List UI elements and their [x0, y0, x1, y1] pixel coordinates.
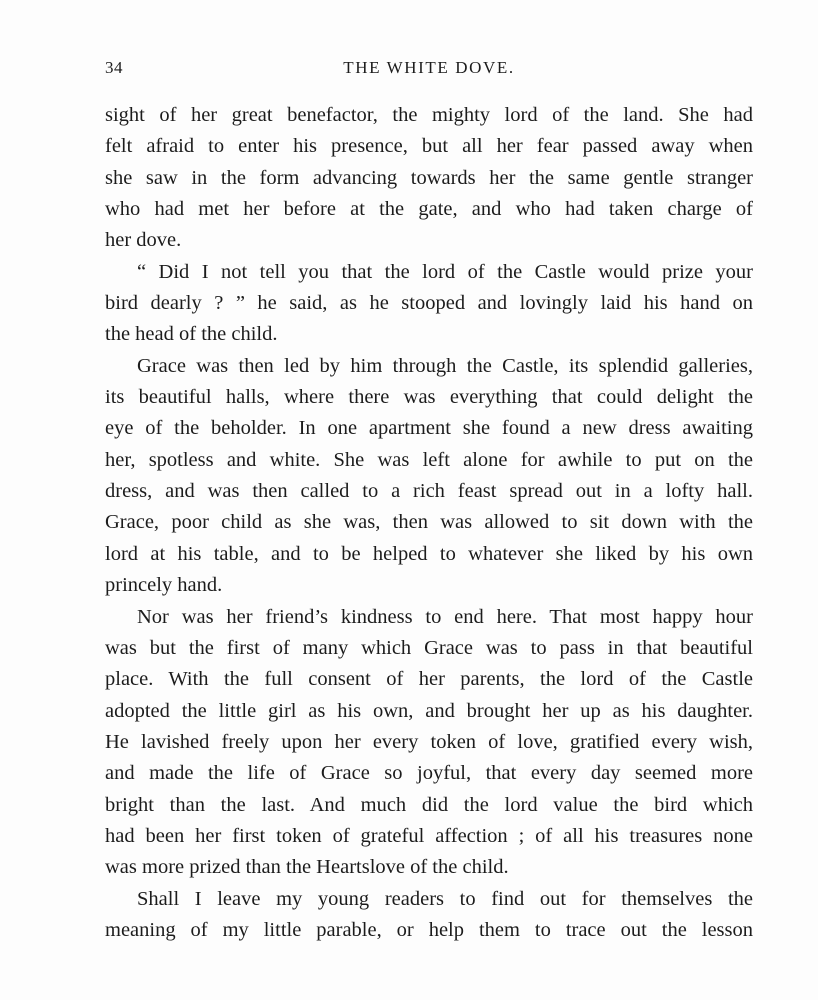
- text-line: and made the life of Grace so joyful, that every day seemed more: [105, 762, 753, 785]
- text-line: was more prized than the Heartslove of the child.: [105, 856, 509, 879]
- text-line: the head of the child.: [105, 323, 278, 346]
- text-line: He lavished freely upon her every token of love, gratified every wish,: [105, 730, 753, 753]
- text-line: who had met her before at the gate, and who had taken charge of: [105, 198, 753, 221]
- text-line: place. With the full consent of her parents, the lord of the Castle: [105, 668, 753, 691]
- text-line: “ Did I not tell you that the lord of the Castle would prize your: [137, 260, 753, 283]
- text-line: princely hand.: [105, 574, 223, 597]
- text-line: her, spotless and white. She was left alone for awhile to put on the: [105, 448, 753, 471]
- text-line: Grace was then led by him through the Castle, its splendid galleries,: [137, 354, 753, 377]
- text-line: meaning of my little parable, or help them to trace out the lesson: [105, 918, 753, 941]
- text-line: eye of the beholder. In one apartment she found a new dress awaiting: [105, 417, 753, 440]
- text-line: dress, and was then called to a rich feast spread out in a lofty hall.: [105, 480, 753, 503]
- page-number: 34: [105, 58, 123, 77]
- text-line: her dove.: [105, 229, 182, 252]
- text-line: adopted the little girl as his own, and brought her up as his daughter.: [105, 699, 753, 722]
- text-line: Shall I leave my young readers to find out for themselves the: [137, 887, 753, 910]
- text-line: Grace, poor child as she was, then was allowed to sit down with the: [105, 511, 753, 534]
- text-line: had been her first token of grateful affection ; of all his treasures none: [105, 824, 753, 847]
- running-title: THE WHITE DOVE.: [343, 58, 515, 77]
- text-line: Nor was her friend’s kindness to end here. That most happy hour: [137, 605, 753, 628]
- body-text: [105, 100, 753, 946]
- text-line: lord at his table, and to be helped to whatever she liked by his own: [105, 542, 753, 565]
- text-line: felt afraid to enter his presence, but all her fear passed away when: [105, 135, 753, 158]
- text-line: bright than the last. And much did the lord value the bird which: [105, 793, 753, 816]
- text-line: was but the first of many which Grace was to pass in that beautiful: [105, 636, 753, 659]
- text-line: its beautiful halls, where there was everything that could delight the: [105, 386, 753, 409]
- text-line: she saw in the form advancing towards her the same gentle stranger: [105, 166, 753, 189]
- text-line: sight of her great benefactor, the mighty lord of the land. She had: [105, 104, 753, 126]
- text-line: bird dearly ? ” he said, as he stooped and lovingly laid his hand on: [105, 292, 753, 315]
- page-header: [105, 58, 753, 88]
